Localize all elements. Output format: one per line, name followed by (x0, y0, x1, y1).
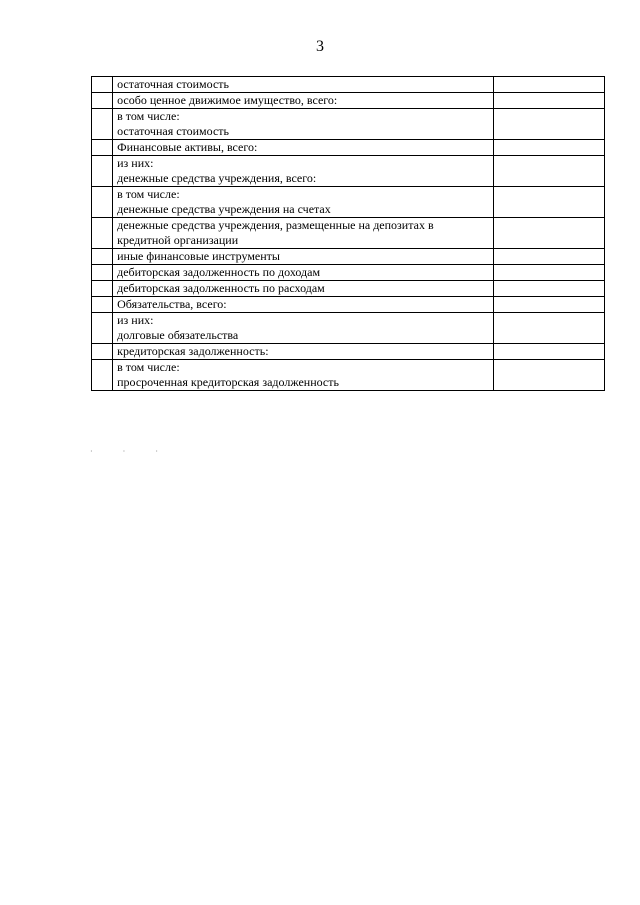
row-number-cell (92, 360, 113, 391)
row-number-cell (92, 77, 113, 93)
row-number-cell (92, 313, 113, 344)
row-number-cell (92, 93, 113, 109)
indicator-name-cell (113, 156, 494, 187)
indicator-name-line: остаточная стоимость (117, 77, 229, 91)
scan-artifact: · · · (90, 447, 172, 456)
indicator-name-line: в том числе: (117, 187, 180, 201)
indicator-name-line: дебиторская задолженность по расходам (117, 281, 325, 295)
value-cell (494, 109, 605, 140)
value-cell (494, 281, 605, 297)
value-cell (494, 360, 605, 391)
table-row (92, 281, 605, 297)
indicator-name-line: денежные средства учреждения на счетах (117, 202, 331, 216)
indicator-name-cell (113, 93, 494, 109)
value-cell (494, 156, 605, 187)
indicator-name-cell (113, 360, 494, 391)
indicator-name-line: кредитной организации (117, 233, 239, 247)
indicator-name-line: Финансовые активы, всего: (117, 140, 258, 154)
value-cell (494, 344, 605, 360)
indicator-name-line: кредиторская задолженность: (117, 344, 269, 358)
indicator-name-cell (113, 187, 494, 218)
table-row (92, 218, 605, 249)
value-cell (494, 265, 605, 281)
indicator-name-line: дебиторская задолженность по доходам (117, 265, 321, 279)
row-number-cell (92, 344, 113, 360)
indicator-name-line: особо ценное движимое имущество, всего: (117, 93, 338, 107)
table-row (92, 156, 605, 187)
indicator-name-line: денежные средства учреждения, размещенные на депозитах в (117, 218, 434, 232)
table-row (92, 360, 605, 391)
value-cell (494, 297, 605, 313)
indicator-name-cell (113, 109, 494, 140)
indicator-name-line: иные финансовые инструменты (117, 249, 280, 263)
table-row (92, 249, 605, 265)
indicator-name-line: долговые обязательства (117, 328, 239, 342)
value-cell (494, 140, 605, 156)
indicator-name-line: в том числе: (117, 360, 180, 374)
value-cell (494, 313, 605, 344)
table-row (92, 187, 605, 218)
financial-indicators-table (91, 76, 605, 391)
row-number-cell (92, 156, 113, 187)
row-number-cell (92, 265, 113, 281)
row-number-cell (92, 140, 113, 156)
table-body (92, 77, 605, 391)
indicator-name-cell (113, 313, 494, 344)
table-row (92, 344, 605, 360)
value-cell (494, 77, 605, 93)
row-number-cell (92, 109, 113, 140)
indicator-name-line: из них: (117, 313, 154, 327)
value-cell (494, 93, 605, 109)
value-cell (494, 249, 605, 265)
indicator-name-cell (113, 344, 494, 360)
indicator-name-line: денежные средства учреждения, всего: (117, 171, 317, 185)
indicator-name-line: из них: (117, 156, 154, 170)
indicator-name-cell (113, 281, 494, 297)
row-number-cell (92, 297, 113, 313)
indicator-name-line: остаточная стоимость (117, 124, 229, 138)
table-row (92, 109, 605, 140)
indicator-name-cell (113, 249, 494, 265)
value-cell (494, 187, 605, 218)
indicator-name-cell (113, 77, 494, 93)
table-row (92, 313, 605, 344)
row-number-cell (92, 249, 113, 265)
page-number: 3 (316, 38, 324, 55)
table-row (92, 77, 605, 93)
table-row (92, 297, 605, 313)
indicator-name-cell (113, 140, 494, 156)
table-row (92, 93, 605, 109)
indicator-name-cell (113, 297, 494, 313)
table-row (92, 140, 605, 156)
indicator-name-line: в том числе: (117, 109, 180, 123)
indicator-name-cell (113, 218, 494, 249)
indicator-name-line: просроченная кредиторская задолженность (117, 375, 339, 389)
row-number-cell (92, 281, 113, 297)
row-number-cell (92, 218, 113, 249)
value-cell (494, 218, 605, 249)
indicator-name-line: Обязательства, всего: (117, 297, 227, 311)
row-number-cell (92, 187, 113, 218)
indicator-name-cell (113, 265, 494, 281)
table-row (92, 265, 605, 281)
